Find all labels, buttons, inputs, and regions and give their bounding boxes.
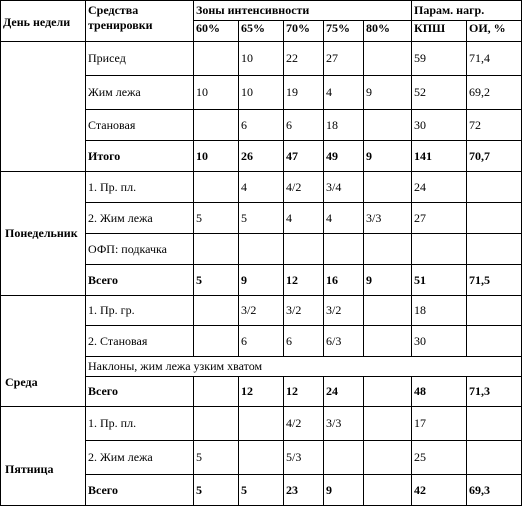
zone-60-cell: 5 — [194, 203, 239, 234]
kpsh-cell: 52 — [412, 76, 467, 110]
zone-65-cell: 12 — [239, 377, 284, 407]
kpsh-cell: 27 — [412, 203, 467, 234]
oi-cell: 69,3 — [467, 475, 522, 506]
zone-75-cell — [324, 234, 364, 265]
header-zones: Зоны интенсивности — [194, 1, 412, 21]
header-zone-80: 80% — [364, 21, 412, 42]
zone-75-cell: 6/3 — [324, 326, 364, 357]
zone-75-cell: 4 — [324, 203, 364, 234]
means-cell: ОФП: подкачка — [86, 234, 194, 265]
zone-65-cell: 26 — [239, 141, 284, 172]
zone-65-cell: 5 — [239, 203, 284, 234]
means-cell: Присед — [86, 42, 194, 76]
zone-60-cell — [194, 110, 239, 141]
oi-cell — [467, 172, 522, 203]
zone-75-cell: 4 — [324, 76, 364, 110]
means-cell: Всего — [86, 265, 194, 296]
header-params: Парам. нагр. — [412, 1, 522, 21]
means-cell: 2. Жим лежа — [86, 203, 194, 234]
header-oi: ОИ, % — [467, 21, 522, 42]
zone-60-cell: 10 — [194, 141, 239, 172]
zone-80-cell — [364, 234, 412, 265]
zone-65-cell — [239, 234, 284, 265]
oi-cell: 71,5 — [467, 265, 522, 296]
oi-cell: 72 — [467, 110, 522, 141]
kpsh-cell: 30 — [412, 110, 467, 141]
zone-60-cell: 5 — [194, 265, 239, 296]
means-cell: Становая — [86, 110, 194, 141]
zone-70-cell: 3/2 — [284, 296, 324, 326]
zone-65-cell: 5 — [239, 475, 284, 506]
zone-65-cell: 3/2 — [239, 296, 284, 326]
zone-75-cell: 9 — [324, 475, 364, 506]
zone-65-cell — [239, 441, 284, 475]
zone-60-cell: 10 — [194, 76, 239, 110]
zone-65-cell: 9 — [239, 265, 284, 296]
zone-60-cell — [194, 407, 239, 441]
oi-cell: 71,4 — [467, 42, 522, 76]
zone-70-cell: 12 — [284, 377, 324, 407]
day-cell — [1, 42, 86, 172]
zone-75-cell: 3/3 — [324, 407, 364, 441]
zone-80-cell: 9 — [364, 76, 412, 110]
kpsh-cell: 30 — [412, 326, 467, 357]
kpsh-cell: 25 — [412, 441, 467, 475]
zone-80-cell — [364, 296, 412, 326]
zone-80-cell — [364, 110, 412, 141]
header-zone-70: 70% — [284, 21, 324, 42]
zone-65-cell: 6 — [239, 326, 284, 357]
header-kpsh: КПШ — [412, 21, 467, 42]
day-cell: Среда — [1, 296, 86, 407]
kpsh-cell: 18 — [412, 296, 467, 326]
zone-80-cell — [364, 377, 412, 407]
zone-80-cell — [364, 475, 412, 506]
oi-cell — [467, 296, 522, 326]
means-cell: 2. Жим лежа — [86, 441, 194, 475]
zone-65-cell: 10 — [239, 76, 284, 110]
kpsh-cell — [412, 234, 467, 265]
zone-75-cell: 24 — [324, 377, 364, 407]
table-row — [1, 407, 522, 441]
zone-60-cell: 5 — [194, 441, 239, 475]
zone-65-cell — [239, 407, 284, 441]
means-cell: 2. Становая — [86, 326, 194, 357]
zone-65-cell: 4 — [239, 172, 284, 203]
zone-70-cell: 19 — [284, 76, 324, 110]
zone-80-cell — [364, 172, 412, 203]
oi-cell: 71,3 — [467, 377, 522, 407]
table-row — [1, 42, 522, 76]
zone-75-cell: 49 — [324, 141, 364, 172]
zone-80-cell: 9 — [364, 141, 412, 172]
zone-80-cell — [364, 326, 412, 357]
header-day: День недели — [1, 1, 86, 42]
oi-cell — [467, 326, 522, 357]
kpsh-cell: 48 — [412, 377, 467, 407]
means-cell: 1. Пр. гр. — [86, 296, 194, 326]
zone-70-cell: 12 — [284, 265, 324, 296]
means-cell: Жим лежа — [86, 76, 194, 110]
header-zone-75: 75% — [324, 21, 364, 42]
zone-80-cell — [364, 42, 412, 76]
oi-cell: 69,2 — [467, 76, 522, 110]
zone-70-cell: 47 — [284, 141, 324, 172]
means-cell: Всего — [86, 475, 194, 506]
day-cell: Понедельник — [1, 172, 86, 296]
zone-65-cell: 6 — [239, 110, 284, 141]
zone-60-cell — [194, 172, 239, 203]
oi-cell — [467, 407, 522, 441]
table-row — [1, 296, 522, 326]
header-zone-65: 65% — [239, 21, 284, 42]
table-row — [1, 172, 522, 203]
kpsh-cell: 42 — [412, 475, 467, 506]
zone-75-cell: 27 — [324, 42, 364, 76]
zone-70-cell: 4 — [284, 203, 324, 234]
zone-75-cell: 3/4 — [324, 172, 364, 203]
zone-60-cell — [194, 296, 239, 326]
kpsh-cell: 17 — [412, 407, 467, 441]
zone-75-cell: 3/2 — [324, 296, 364, 326]
zone-70-cell: 6 — [284, 326, 324, 357]
zone-75-cell: 16 — [324, 265, 364, 296]
zone-70-cell: 22 — [284, 42, 324, 76]
means-cell: Итого — [86, 141, 194, 172]
note-cell: Наклоны, жим лежа узким хватом — [86, 357, 522, 377]
zone-80-cell: 3/3 — [364, 203, 412, 234]
day-cell: Пятница — [1, 407, 86, 506]
zone-75-cell: 18 — [324, 110, 364, 141]
zone-75-cell — [324, 441, 364, 475]
means-cell: 1. Пр. пл. — [86, 407, 194, 441]
zone-60-cell — [194, 234, 239, 265]
oi-cell — [467, 234, 522, 265]
zone-60-cell — [194, 326, 239, 357]
kpsh-cell: 51 — [412, 265, 467, 296]
zone-60-cell: 5 — [194, 475, 239, 506]
zone-70-cell — [284, 234, 324, 265]
oi-cell: 70,7 — [467, 141, 522, 172]
zone-70-cell: 4/2 — [284, 172, 324, 203]
zone-70-cell: 4/2 — [284, 407, 324, 441]
oi-cell — [467, 203, 522, 234]
header-means: Средства тренировки — [86, 1, 194, 42]
zone-60-cell — [194, 377, 239, 407]
kpsh-cell: 24 — [412, 172, 467, 203]
means-cell: 1. Пр. пл. — [86, 172, 194, 203]
kpsh-cell: 59 — [412, 42, 467, 76]
means-cell: Всего — [86, 377, 194, 407]
zone-70-cell: 5/3 — [284, 441, 324, 475]
zone-80-cell: 9 — [364, 265, 412, 296]
header-zone-60: 60% — [194, 21, 239, 42]
zone-65-cell: 10 — [239, 42, 284, 76]
zone-80-cell — [364, 441, 412, 475]
zone-60-cell — [194, 42, 239, 76]
zone-80-cell — [364, 407, 412, 441]
zone-70-cell: 23 — [284, 475, 324, 506]
zone-70-cell: 6 — [284, 110, 324, 141]
oi-cell — [467, 441, 522, 475]
kpsh-cell: 141 — [412, 141, 467, 172]
